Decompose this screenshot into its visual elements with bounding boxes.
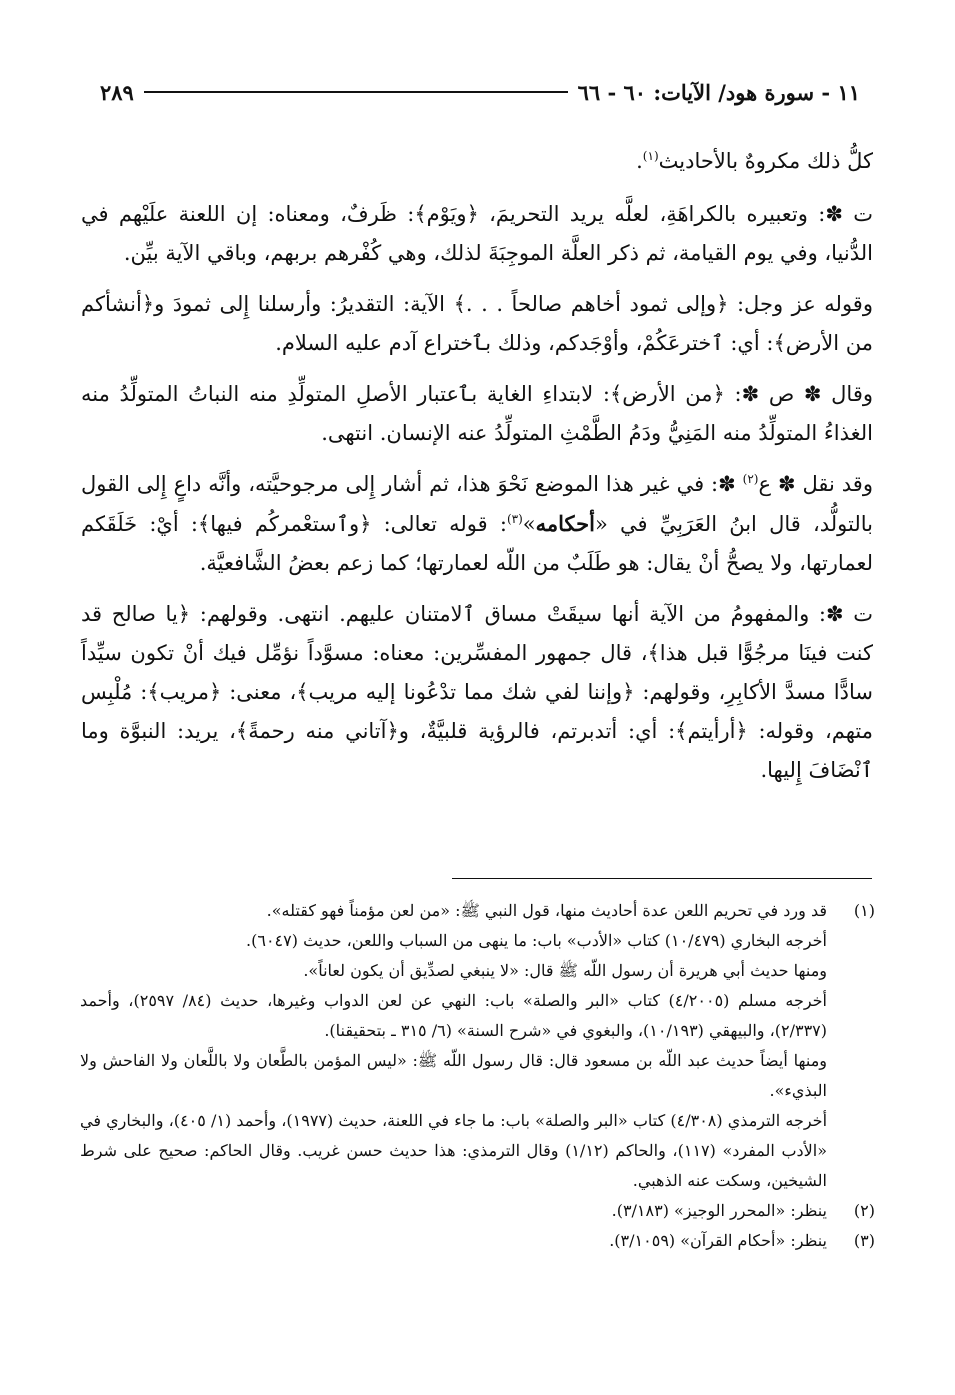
footnote-line: ومنها أيضاً حديث عبد اللّه بن مسعود قال: قال رسول اللّه ﷺ: «ليس المؤمن بالطَّعان ولا باللَّعان ولا الفاحش ولا البذيء». [80, 1051, 827, 1100]
footnote-number: (١) [853, 901, 875, 920]
paragraph: وقال ✽ ص ✽: ﴿من الأرض﴾: لابتداءِ الغاية بٱعتبار الأصلِ المتولِّدِ منه النباتُ المتولِّدُ منه الغذاءُ المتولِّدُ منه المَنِيُّ ودَمُ الطَّمْثِ المتولِّدُ عنه الإنسان. انتهى. [81, 382, 873, 445]
header-rule [144, 91, 568, 93]
footnote-line: أخرجه البخاري (١٠/٤٧٩) كتاب «الأدب» باب: ما ينهى من السباب واللعن، حديث (٦٠٤٧). [246, 931, 827, 950]
paragraph: ت ✽: وتعبيره بالكراهَةِ، لعلَّه يريد التحريمَ، ﴿ويَوْم﴾: ظَرفٌ، ومعناه: إن اللعنة علَيْهم في الدُّنيا، وفي يوم القيامة، ثم ذكر العلَّة الموجِبَةَ لذلك، وهي كُفْرهم بربهم، وباقي الآية بيِّن. [81, 202, 873, 265]
footnote-body [80, 896, 827, 1196]
paragraph [81, 142, 873, 181]
footnote [80, 896, 875, 1196]
footnote-number: (٢) [853, 1201, 875, 1220]
paragraph: ت ✽: والمفهومُ من الآية أنها سيقَتْ مساق ٱلامتنان عليهم. انتهى. وقولهم: ﴿يا صالح قد كنت فينَا مرجُوًّا قبل هذا﴾، قال جمهور المفسِّرين: معناه: مسوَّداً نؤمِّل فيك أنْ تكون سيِّداً سادًّا مسدَّ الأكابِرِ، وقولهم: ﴿وإننا لفي شك مما تدْعُونا إليه مريب﴾، معنى: ﴿مريب﴾: مُلْبِس متهم، وقوله: ﴿أرأيتم﴾: أي: أتدبرتم، فالرؤية قلبيَّةٌ، و﴿آتاني منه رحمةً﴾، يريد: النبوَّة وما ٱنْضَافَ إِليها. [81, 602, 873, 782]
footnote-line: ومنها حديث أبي هريرة أن رسول اللّه ﷺ قال: «لا ينبغي لصدِّيق أن يكون لعاناً». [303, 961, 827, 980]
footnote-line: ينظر: «أحكام القرآن» (٣/١٠٥٩). [609, 1231, 827, 1250]
footnote [80, 1196, 875, 1226]
book-title: أحكامه [535, 511, 595, 536]
paragraph-text: » [522, 512, 536, 536]
running-header [100, 72, 860, 112]
footnote-line: أخرجه الترمذي (٤/٣٠٨) كتاب «البر والصلة» باب: ما جاء في اللعنة، حديث (١٩٧٧)، وأحمد (١/ ٤٠٥)، والبخاري في «الأدب المفرد» (١١٧)، والحاكم (١/١٢) وقال الترمذي: هذا حديث حسن غريب. وقال الحاكم: صحيح على شرط الشيخين، وسكت عنه الذهبي. [80, 1111, 828, 1190]
footnote-body [80, 1196, 827, 1226]
paragraph-text: كلُّ ذلك مكروهٌ بالأحاديث [658, 149, 873, 173]
footnote-ref[interactable]: (١) [642, 149, 659, 163]
footnote-number: (٣) [853, 1231, 875, 1250]
paragraph-text: وقد نقل ✽ ع [758, 472, 873, 496]
paragraph-text: : قوله تعالى: ﴿وٱستعْمركُم فيها﴾: أيْ: خَلَقَكم لعمارتها، ولا يصحُّ أنْ يقال: هو طَلَبٌ من اللّه لعمارتها؛ كما زعم بعضُ الشَّافعيَّة. [81, 512, 873, 575]
footnote-ref[interactable]: (٣) [506, 512, 523, 526]
page-number: ٢٨٩ [100, 79, 134, 105]
paragraph: وقوله عز وجل: ﴿وإلى ثمود أخاهم صالحاً . . .﴾ الآية: التقديرُ: وأرسلنا إِلى ثمودَ و﴿أنشأكم من الأرض﴾: أي: ٱخترعَكُمْ، وأوْجَدكم، وذلك بٱختراع آدم عليه السلام. [81, 292, 873, 355]
footnote-body [80, 1226, 827, 1256]
footnote-line: ينظر: «المحرر الوجيز» (٣/١٨٣). [611, 1201, 827, 1220]
footnote-ref[interactable]: (٢) [742, 472, 759, 486]
paragraph-text: ✽: في غير هذا الموضع نَحْوَ هذا، ثم أشار إِلى مرجوحيَّته، وأنَّه داعٍ إِلى القول بالتولُّد، قال ابنُ العَرَبِيِّ في « [81, 472, 873, 536]
footnote-line: أخرجه مسلم (٤/٢٠٠٥) كتاب «البر والصلة» باب: النهي عن لعن الدواب وغيرها، حديث (٨٤/ ٢٥٩٧)، وأحمد (٢/٣٣٧)، والبيهقي (١٠/١٩٣)، والبغوي في «شرح السنة» (٦/ ٣١٥ ـ بتحقيقنا). [80, 991, 828, 1040]
footnote-separator [452, 878, 872, 879]
paragraph [81, 465, 873, 583]
footnotes [80, 896, 875, 1256]
footnote [80, 1226, 875, 1256]
footnote-line: قد ورد في تحريم اللعن عدة أحاديث منها، قول النبي ﷺ: «من لعن مؤمناً فهو كقتله». [266, 901, 827, 920]
header-title: ١١ - سورة هود/ الآيات: ٦٠ - ٦٦ [577, 79, 860, 105]
main-text [81, 142, 873, 802]
paragraph-text: . [636, 149, 643, 173]
